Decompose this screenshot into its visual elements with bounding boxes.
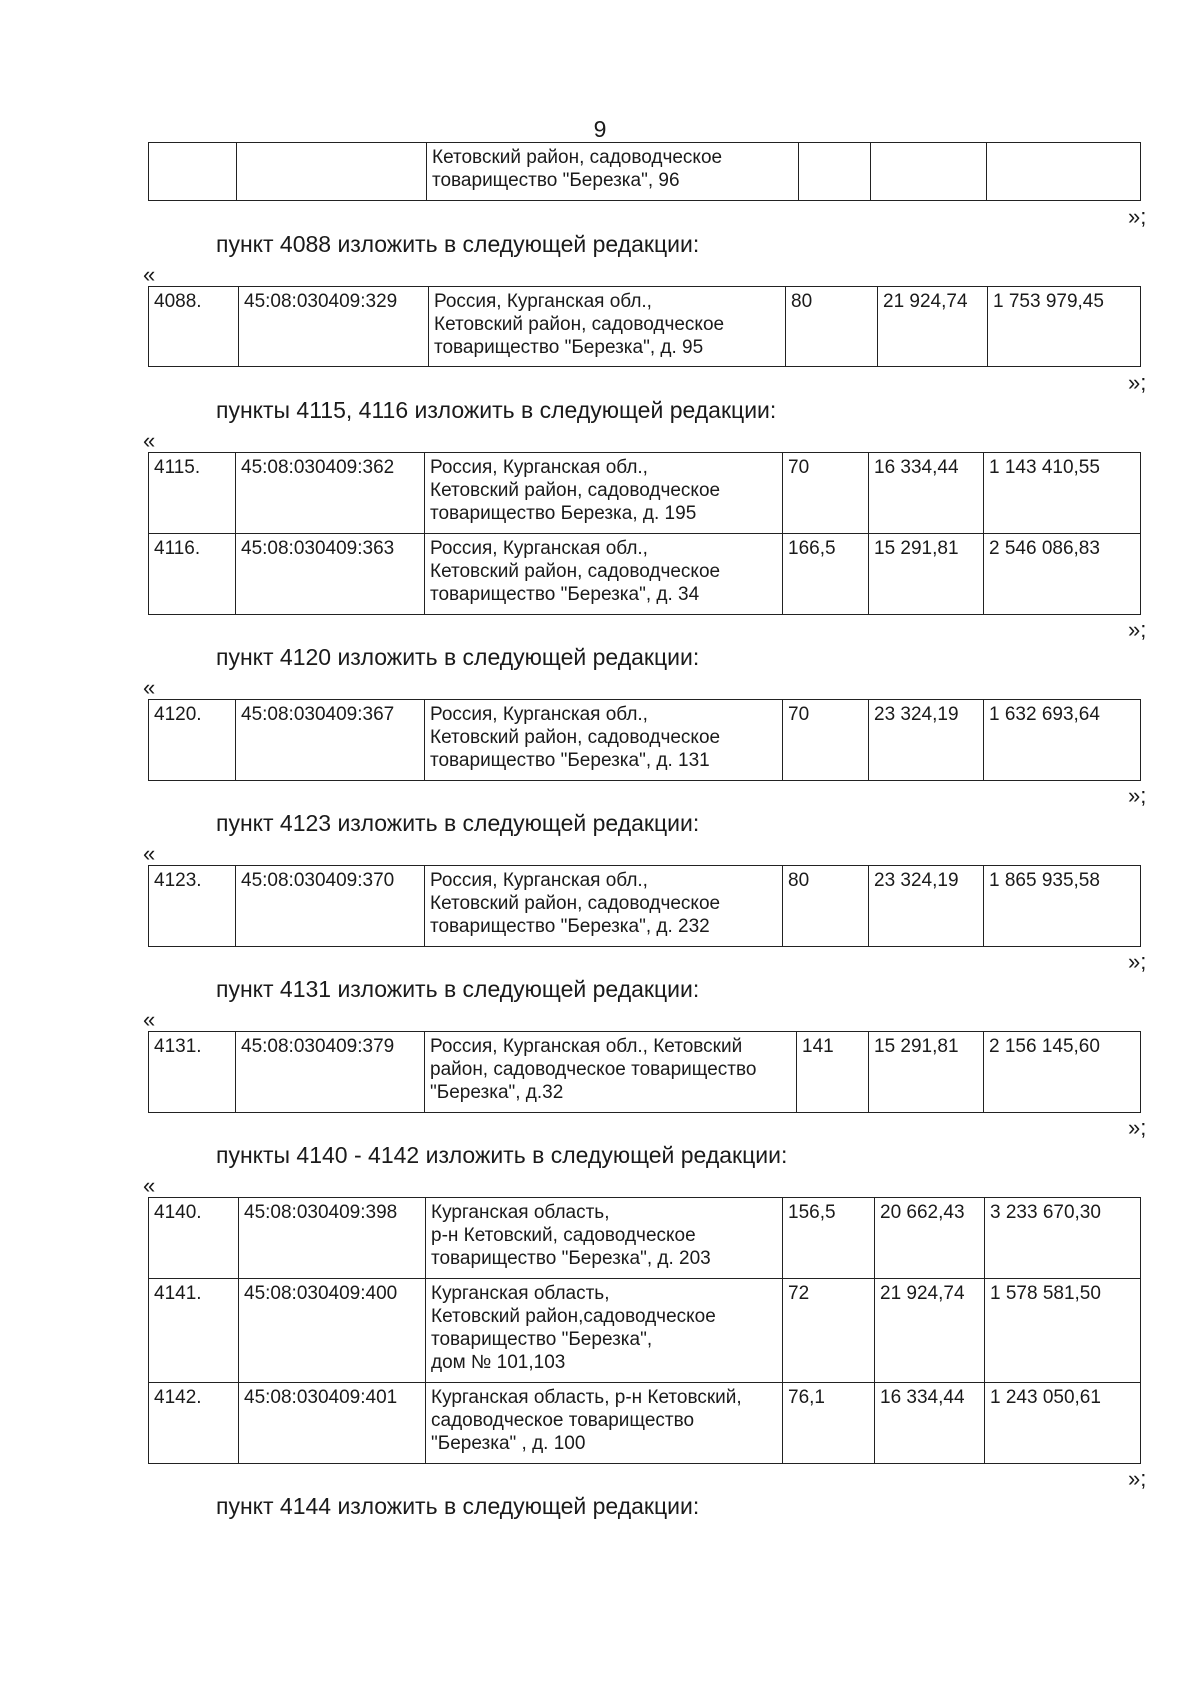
table-row (149, 143, 1141, 201)
cell-cadastral: 45:08:030409:363 (236, 534, 425, 615)
address-line: товарищество "Березка", д. 34 (430, 584, 700, 605)
closing-quote: »; (1128, 370, 1147, 395)
cell-value: 2 156 145,60 (984, 1032, 1141, 1113)
opening-quote: « (143, 675, 156, 700)
page-number: 9 (593, 116, 607, 142)
cell-address (425, 1032, 797, 1113)
cell-number: 4120. (149, 700, 236, 781)
opening-quote: « (143, 262, 156, 287)
cell-number: 4140. (149, 1198, 239, 1279)
cell-address (425, 534, 783, 615)
address-line: Россия, Курганская обл., (430, 538, 648, 559)
section-heading: пункт 4088 изложить в следующей редакции: (216, 231, 700, 257)
cell-value: 1 632 693,64 (984, 700, 1141, 781)
cell-address (425, 700, 783, 781)
cell-price: 15 291,81 (869, 1032, 984, 1113)
cell-value (987, 143, 1141, 201)
table-row (149, 534, 1141, 615)
cell-address (425, 453, 783, 534)
cell-address (429, 287, 786, 367)
section-heading: пункты 4115, 4116 изложить в следующей редакции: (216, 397, 777, 423)
table-row (149, 1198, 1141, 1279)
address-line: Курганская область, р-н Кетовский, (431, 1387, 742, 1408)
cell-cadastral (237, 143, 427, 201)
entry-table (148, 286, 1141, 367)
closing-quote: »; (1128, 1115, 1147, 1140)
opening-quote: « (143, 1007, 156, 1032)
address-line: садоводческое товарищество (431, 1410, 695, 1431)
cell-price: 16 334,44 (869, 453, 984, 534)
section-heading: пункт 4131 изложить в следующей редакции: (216, 976, 700, 1002)
address-line: Кетовский район, садоводческое (430, 561, 721, 582)
cell-address (427, 143, 799, 201)
address-line: Курганская область, (431, 1202, 610, 1223)
cell-value: 1 865 935,58 (984, 866, 1141, 947)
address-line: Россия, Курганская обл., Кетовский (430, 1036, 743, 1057)
address-line: Кетовский район, садоводческое (434, 314, 725, 335)
opening-quote: « (143, 428, 156, 453)
cell-number: 4116. (149, 534, 236, 615)
cell-cadastral: 45:08:030409:379 (236, 1032, 425, 1113)
cell-area: 76,1 (783, 1383, 875, 1464)
closing-quote: »; (1128, 1466, 1147, 1491)
cell-price: 21 924,74 (878, 287, 988, 367)
opening-quote: « (143, 841, 156, 866)
address-line: Россия, Курганская обл., (430, 870, 648, 891)
cell-price: 20 662,43 (875, 1198, 985, 1279)
address-line: Кетовский район, садоводческое (430, 727, 721, 748)
cell-address (426, 1383, 783, 1464)
cell-value: 3 233 670,30 (985, 1198, 1141, 1279)
cell-area: 70 (783, 453, 869, 534)
cell-area: 70 (783, 700, 869, 781)
cell-cadastral: 45:08:030409:400 (239, 1279, 426, 1383)
cell-address (425, 866, 783, 947)
cell-area: 72 (783, 1279, 875, 1383)
cell-price: 23 324,19 (869, 700, 984, 781)
cell-cadastral: 45:08:030409:367 (236, 700, 425, 781)
table-row (149, 1032, 1141, 1113)
cell-value: 1 753 979,45 (988, 287, 1141, 367)
section-heading: пункт 4144 изложить в следующей редакции: (216, 1493, 700, 1519)
closing-quote: »; (1128, 949, 1147, 974)
cell-area: 80 (783, 866, 869, 947)
address-line: товарищество "Березка", д. 131 (430, 750, 710, 771)
cell-price: 21 924,74 (875, 1279, 985, 1383)
cell-address (426, 1279, 783, 1383)
table-row (149, 287, 1141, 367)
address-line: Курганская область, (431, 1283, 610, 1304)
address-line: р-н Кетовский, садоводческое (431, 1225, 696, 1246)
address-line: Кетовский район,садоводческое (431, 1306, 716, 1327)
cell-cadastral: 45:08:030409:370 (236, 866, 425, 947)
cell-value: 1 143 410,55 (984, 453, 1141, 534)
table-row (149, 700, 1141, 781)
address-line: Россия, Курганская обл., (430, 457, 648, 478)
cell-cadastral: 45:08:030409:398 (239, 1198, 426, 1279)
cell-price: 23 324,19 (869, 866, 984, 947)
address-line: товарищество "Березка", д. 232 (430, 916, 710, 937)
cell-area (799, 143, 871, 201)
address-line: товарищество "Березка", (431, 1329, 653, 1350)
cell-number (149, 143, 237, 201)
address-line: товарищество "Березка", 96 (432, 170, 680, 191)
cell-area: 141 (797, 1032, 869, 1113)
address-line: товарищество "Березка", д. 203 (431, 1248, 711, 1269)
address-line: Кетовский район, садоводческое (430, 480, 721, 501)
closing-quote: »; (1128, 783, 1147, 808)
address-line: район, садоводческое товарищество (430, 1059, 757, 1080)
address-line: товарищество "Березка", д. 95 (434, 337, 704, 358)
cell-price: 15 291,81 (869, 534, 984, 615)
cell-area: 80 (786, 287, 878, 367)
cell-number: 4141. (149, 1279, 239, 1383)
cell-number: 4115. (149, 453, 236, 534)
address-line: Кетовский район, садоводческое (432, 147, 723, 168)
cell-cadastral: 45:08:030409:329 (239, 287, 429, 367)
address-line: Кетовский район, садоводческое (430, 893, 721, 914)
entry-table (148, 1197, 1141, 1464)
table-row (149, 1383, 1141, 1464)
table-row (149, 453, 1141, 534)
address-line: Россия, Курганская обл., (430, 704, 648, 725)
closing-quote: »; (1128, 617, 1147, 642)
cell-number: 4123. (149, 866, 236, 947)
entry-table (148, 1031, 1141, 1113)
address-line: "Березка", д.32 (430, 1082, 564, 1103)
cell-address (426, 1198, 783, 1279)
cell-price: 16 334,44 (875, 1383, 985, 1464)
continuation-table (148, 142, 1141, 201)
cell-number: 4088. (149, 287, 239, 367)
address-line: дом № 101,103 (431, 1352, 566, 1373)
cell-number: 4131. (149, 1032, 236, 1113)
cell-cadastral: 45:08:030409:401 (239, 1383, 426, 1464)
opening-quote: « (143, 1173, 156, 1198)
section-heading: пункт 4123 изложить в следующей редакции: (216, 810, 700, 836)
cell-area: 166,5 (783, 534, 869, 615)
closing-quote: »; (1128, 204, 1147, 229)
cell-value: 2 546 086,83 (984, 534, 1141, 615)
table-row (149, 866, 1141, 947)
entry-table (148, 452, 1141, 615)
address-line: "Березка" , д. 100 (431, 1433, 586, 1454)
cell-value: 1 243 050,61 (985, 1383, 1141, 1464)
cell-area: 156,5 (783, 1198, 875, 1279)
address-line: Россия, Курганская обл., (434, 291, 652, 312)
entry-table (148, 699, 1141, 781)
cell-number: 4142. (149, 1383, 239, 1464)
cell-value: 1 578 581,50 (985, 1279, 1141, 1383)
entry-table (148, 865, 1141, 947)
cell-price (871, 143, 987, 201)
address-line: товарищество Березка, д. 195 (430, 503, 697, 524)
section-heading: пункт 4120 изложить в следующей редакции: (216, 644, 700, 670)
section-heading: пункты 4140 - 4142 изложить в следующей редакции: (216, 1142, 788, 1168)
cell-cadastral: 45:08:030409:362 (236, 453, 425, 534)
table-row (149, 1279, 1141, 1383)
